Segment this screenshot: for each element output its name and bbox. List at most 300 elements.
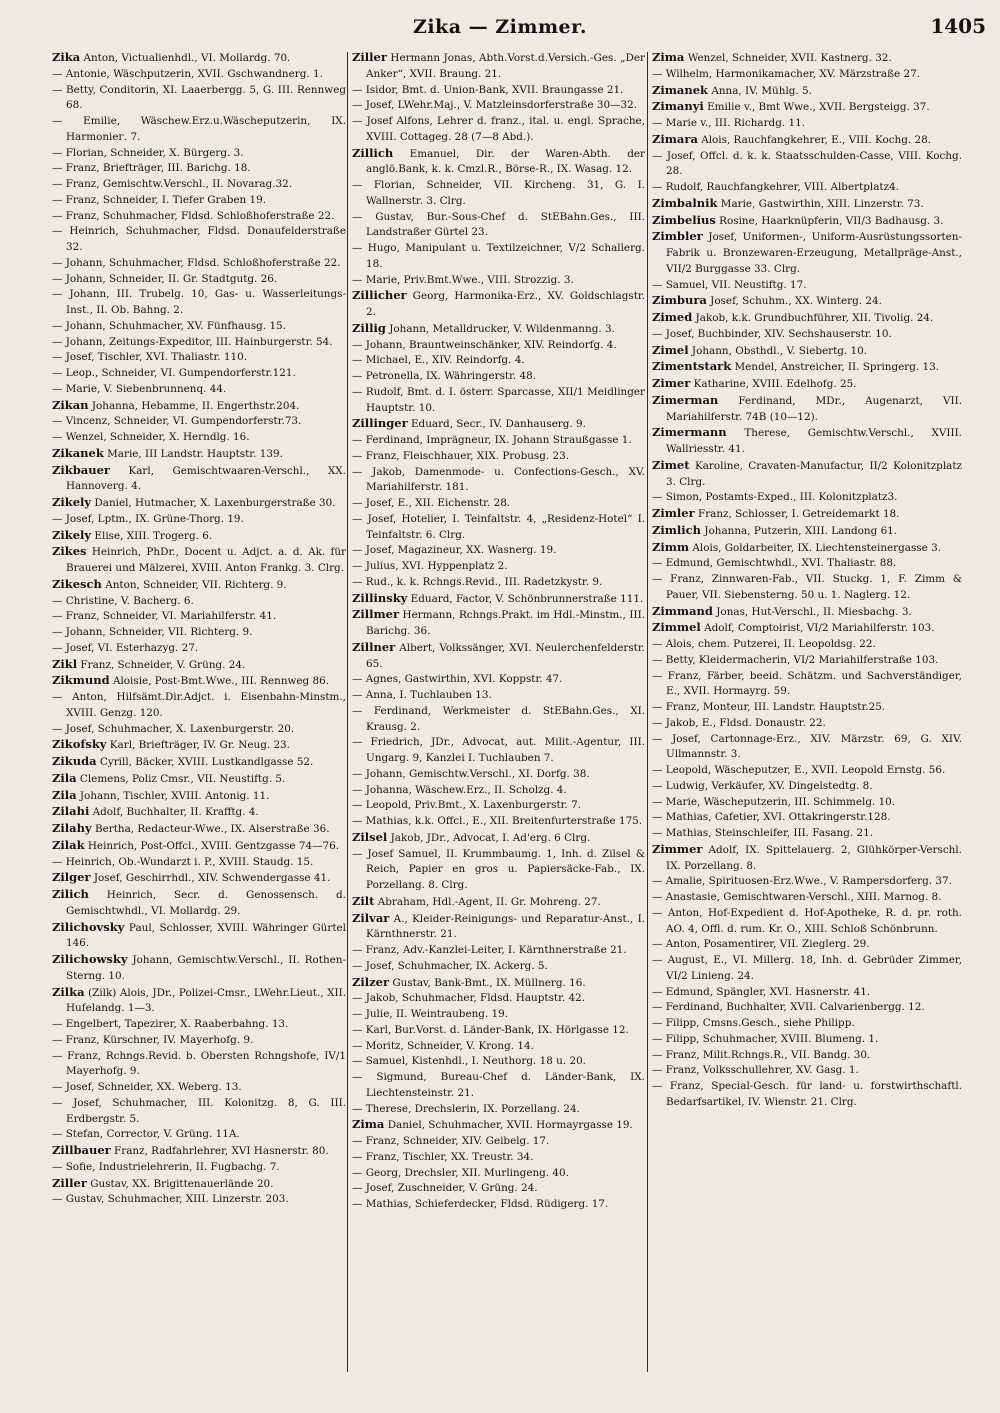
entry-details: — Franz, Tischler, XX. Treustr. 34. <box>352 1150 534 1163</box>
directory-entry <box>52 366 346 382</box>
entry-surname: Zila <box>52 787 77 802</box>
entry-surname: Zilahy <box>52 821 92 835</box>
entry-surname: Zilzer <box>352 974 390 989</box>
entry-details: — Rudolf, Rauchfangkehrer, VIII. Albertplatz4. <box>652 181 899 193</box>
directory-entry <box>652 523 962 540</box>
entry-surname: Zilsel <box>352 829 388 844</box>
directory-entry <box>352 672 645 688</box>
entry-details: — Ferdinand, Buchhalter, XVII. Calvarienbergg. 12. <box>652 1001 925 1014</box>
entry-details: Adolf, Comptoirist, VI/2 Mariahilferstr. 103. <box>700 622 935 635</box>
entry-details: — Franz, Fleischhauer, XIX. Probusg. 23. <box>352 449 570 462</box>
entry-details: Rosine, Haarknüpferin, VII/3 Badhausg. 3. <box>715 214 944 227</box>
entry-details: — Wenzel, Schneider, X. Herndlg. 16. <box>52 431 250 443</box>
directory-entry <box>652 116 962 132</box>
entry-details: — Franz, Briefträger, III. Barichg. 18. <box>52 162 251 175</box>
directory-column-3 <box>652 50 962 1410</box>
directory-entry <box>352 496 645 512</box>
directory-entry <box>652 83 962 100</box>
entry-details: — Vincenz, Schneider, VI. Gumpendorferstr.73. <box>52 415 302 428</box>
directory-entry <box>352 830 645 847</box>
directory-entry <box>352 798 645 814</box>
entry-details: Anton, Victualienhdl., VI. Mollardg. 70. <box>80 52 291 64</box>
entry-details: — Marie, V. Siebenbrunnenq. 44. <box>52 382 227 395</box>
entry-details: — Leop., Schneider, VI. Gumpendorferstr.121. <box>52 367 296 379</box>
directory-entry <box>352 783 645 799</box>
directory-entry <box>352 1181 645 1197</box>
directory-entry <box>352 178 645 210</box>
entry-surname: Zimermann <box>652 425 727 440</box>
directory-entry <box>52 335 346 351</box>
directory-entry <box>52 771 346 788</box>
directory-entry <box>52 1143 346 1160</box>
entry-details: Eduard, Factor, V. Schönbrunnerstraße 111. <box>407 592 644 605</box>
entry-details: Daniel, Schuhmacher, XVII. Hormayrgasse 19. <box>384 1119 633 1132</box>
entry-surname: Zimbler <box>652 229 703 244</box>
entry-details: — Anton, Hof-Expedient d. Hof-Apotheke, R. d. pr. roth. AO. 4, Offl. d. rum. Kr. O., XIII. Schloß Schönbrunn. <box>652 906 962 935</box>
entry-details: Paul, Schlosser, XVIII. Währinger Gürtel 146. <box>66 921 346 950</box>
directory-entry <box>652 732 962 764</box>
entry-details: — Franz, Schneider, VI. Mariahilferstr. 41. <box>52 610 277 623</box>
directory-entry <box>652 874 962 890</box>
entry-details: — Agnes, Gastwirthin, XVI. Koppstr. 47. <box>352 673 563 686</box>
directory-entry <box>52 641 346 657</box>
entry-surname: Zikofsky <box>52 737 107 752</box>
entry-details: Mendel, Anstreicher, II. Springerg. 13. <box>731 361 940 374</box>
entry-surname: Zimbura <box>652 293 707 308</box>
entry-details: — Friedrich, JDr., Advocat, aut. Milit.-Agentur, III. Ungarg. 9, Kanzlei I. Tuchlauben 7. <box>352 736 645 764</box>
entry-details: Hermann, Rchngs.Prakt. im Hdl.-Minstm., III. Barichg. 36. <box>366 609 645 637</box>
directory-entry <box>52 920 346 953</box>
entry-surname: Zillig <box>352 320 386 335</box>
entry-details: Franz, Radfahrlehrer, XVI Hasnerstr. 80. <box>110 1145 329 1157</box>
directory-entry <box>52 1192 346 1208</box>
entry-surname: Zillner <box>352 639 396 654</box>
entry-details: — Moritz, Schneider, V. Krong. 14. <box>352 1039 534 1052</box>
entry-details: Karoline, Cravaten-Manufactur, II/2 Kolonitzplatz 3. Clrg. <box>666 459 962 488</box>
directory-entry <box>52 673 346 690</box>
entry-details: — Johanna, Wäschew.Erz., II. Scholzg. 4. <box>352 783 567 796</box>
directory-entry <box>52 952 346 985</box>
directory-entry <box>652 763 962 779</box>
directory-entry <box>52 350 346 366</box>
entry-details: — Mathias, k.k. Offcl., E., XII. Breitenfurterstraße 175. <box>352 815 643 827</box>
entry-details: — Leopold, Priv.Bmt., X. Laxenburgerstr. 7. <box>352 799 582 812</box>
entry-details: — Hugo, Manipulant u. Textilzeichner, V/2 Schallerg. 18. <box>352 242 645 270</box>
directory-entry <box>352 943 645 959</box>
directory-entry <box>52 722 346 738</box>
directory-entry <box>652 953 962 985</box>
directory-entry <box>352 975 645 992</box>
entry-surname: Zilka <box>52 984 85 999</box>
directory-entry <box>352 559 645 575</box>
directory-entry <box>52 463 346 496</box>
entry-details: Alois, Rauchfangkehrer, E., VIII. Kochg. 28. <box>697 133 932 146</box>
entry-details: — Christine, V. Bacherg. 6. <box>52 594 194 607</box>
entry-details: — Franz, Milit.Rchngs.R., VII. Bandg. 30. <box>652 1048 871 1061</box>
directory-column-1 <box>52 50 346 1410</box>
entry-surname: Zimmer <box>652 841 703 856</box>
entry-details: — Samuel, Kistenhdl., I. Neuthorg. 18 u. 20. <box>352 1055 586 1068</box>
directory-entry <box>352 385 645 417</box>
entry-surname: Zilahi <box>52 804 90 819</box>
directory-entry <box>352 146 645 179</box>
directory-entry <box>652 572 962 604</box>
entry-details: — Simon, Postamts-Exped., III. Kolonitzplatz3. <box>652 491 898 504</box>
entry-details: — Josef, E., XII. Eichenstr. 28. <box>352 497 511 509</box>
entry-details: — Karl, Bur.Vorst. d. Länder-Bank, IX. Hörlgasse 12. <box>352 1023 629 1036</box>
entry-details: — Josef, VI. Esterhazyg. 27. <box>52 641 199 654</box>
directory-entry <box>352 1070 645 1102</box>
entry-surname: Zilt <box>352 893 375 908</box>
directory-entry <box>352 814 645 830</box>
directory-entry <box>52 657 346 674</box>
directory-entry <box>352 959 645 975</box>
entry-details: — Anastasie, Gemischtwaren-Verschl., XIII. Marnog. 8. <box>652 891 942 903</box>
directory-entry <box>652 99 962 116</box>
directory-entry <box>352 1102 645 1118</box>
directory-entry <box>352 288 645 321</box>
entry-surname: Zimara <box>652 131 698 146</box>
entry-details: — Gustav, Schuhmacher, XIII. Linzerstr. 203. <box>52 1193 289 1206</box>
directory-entry <box>652 842 962 875</box>
entry-details: Gustav, Bank-Bmt., IX. Müllnerg. 16. <box>389 976 586 989</box>
directory-entry <box>652 540 962 557</box>
entry-details: — Josef, Schuhmacher, III. Kolonitzg. 8, G. III. Erdbergstr. 5. <box>52 1096 346 1125</box>
entry-surname: Ziller <box>52 1175 87 1190</box>
entry-surname: Ziller <box>352 50 387 64</box>
directory-entry <box>52 737 346 754</box>
entry-details: — Julie, II. Weintraubeng. 19. <box>352 1008 509 1020</box>
directory-entry <box>652 490 962 506</box>
entry-details: Franz, Schneider, V. Grüng. 24. <box>77 658 246 671</box>
page-header <box>0 8 1000 48</box>
entry-details: Marie, III Landstr. Hauptstr. 139. <box>103 447 283 460</box>
entry-surname: Zimbalnik <box>652 195 718 210</box>
directory-entry <box>352 353 645 369</box>
directory-entry <box>52 870 346 887</box>
entry-details: — Anton, Hilfsämt.Dir.Adjct. i. Eisenbahn-Minstm., XVIII. Genzg. 120. <box>52 691 346 719</box>
entry-details: — Jakob, Schuhmacher, Fldsd. Hauptstr. 42. <box>352 992 586 1005</box>
entry-surname: Zilichowsky <box>52 952 128 966</box>
directory-entry <box>352 273 645 289</box>
directory-entry <box>652 826 962 842</box>
entry-details: — Josef Samuel, II. Krummbaumg. 1, Inh. d. Zilsel & Reich, Papier en gros u. Papiersäcke-Fab., IX. Porzellang. 8. Clrg. <box>352 847 645 891</box>
entry-details: Heinrich, PhDr., Docent u. Adjct. a. d. Ak. für Brauerei und Mälzerei, XVIII. Anton Frankg. 3. Clrg. <box>66 546 346 574</box>
directory-entry <box>352 512 645 544</box>
directory-entry <box>52 528 346 545</box>
directory-entry <box>652 278 962 294</box>
directory-entry <box>352 1150 645 1166</box>
entry-details: — Alois, chem. Putzerei, II. Leopoldsg. 22. <box>652 638 876 650</box>
directory-entry <box>52 287 346 319</box>
directory-entry <box>652 1016 962 1032</box>
entry-details: — Johann, Schneider, II. Gr. Stadtgutg. 26. <box>52 272 278 285</box>
entry-details: — Franz, Volksschullehrer, XV. Gasg. 1. <box>652 1064 859 1077</box>
entry-surname: Zimentstark <box>652 359 732 374</box>
directory-entry <box>52 788 346 805</box>
directory-entry <box>652 810 962 826</box>
directory-entry <box>52 577 346 594</box>
entry-details: — Betty, Conditorin, XI. Laaerbergg. 5, G. III. Rennweg 68. <box>52 83 346 112</box>
directory-entry <box>652 310 962 327</box>
entry-details: — Rudolf, Bmt. d. I. österr. Sparcasse, XII/1 Meidlinger Hauptstr. 10. <box>352 385 645 414</box>
entry-details: — Florian, Schneider, VII. Kircheng. 31, G. I. Wallnerstr. 3. Clrg. <box>352 179 645 207</box>
entry-surname: Zimler <box>652 506 695 520</box>
directory-entry <box>652 149 962 181</box>
entry-details: Georg, Harmonika-Erz., XV. Goldschlagstr. 2. <box>366 290 645 318</box>
directory-entry <box>652 906 962 938</box>
entry-details: — Anna, I. Tuchlauben 13. <box>352 689 492 701</box>
directory-entry <box>52 594 346 610</box>
entry-surname: Zillmer <box>352 607 400 622</box>
directory-entry <box>52 1127 346 1143</box>
entry-surname: Zilich <box>52 887 89 901</box>
directory-entry <box>352 688 645 704</box>
directory-entry <box>352 83 645 99</box>
entry-details: — Ferdinand, Werkmeister d. StEBahn.Ges., XI. Krausg. 2. <box>352 704 645 733</box>
directory-entry <box>52 821 346 838</box>
directory-entry <box>52 1049 346 1081</box>
directory-entry <box>652 1048 962 1064</box>
directory-entry <box>352 1039 645 1055</box>
entry-details: — Josef Alfons, Lehrer d. franz., ital. u. engl. Sprache, XVIII. Cottageg. 28 (7—8 Abd.). <box>352 115 645 143</box>
directory-entry <box>52 838 346 855</box>
directory-entry <box>352 416 645 433</box>
entry-surname: Zimanek <box>652 82 709 97</box>
directory-entry <box>652 604 962 621</box>
directory-entry <box>52 319 346 335</box>
entry-surname: Zikesch <box>52 576 102 591</box>
entry-details: — Sigmund, Bureau-Chef d. Länder-Bank, IX. Liechtensteinstr. 21. <box>352 1071 645 1099</box>
entry-surname: Zimer <box>652 376 691 390</box>
entry-details: — Josef, Zuschneider, V. Grüng. 24. <box>352 1182 538 1195</box>
directory-entry <box>652 425 962 458</box>
directory-entry <box>652 985 962 1001</box>
entry-details: — Johann, Gemischtw.Verschl., XI. Dorfg. 38. <box>352 767 590 780</box>
entry-details: — Josef, Hotelier, I. Teinfaltstr. 4, „Residenz-Hotel“ I. Teinfaltstr. 6. Clrg. <box>352 512 645 541</box>
entry-surname: Zimerman <box>652 392 719 407</box>
entry-details: — Michael, E., XIV. Reindorfg. 4. <box>352 354 525 367</box>
entry-details: — Therese, Drechslerin, IX. Porzellang. 24. <box>352 1102 580 1115</box>
entry-details: Marie, Gastwirthin, XIII. Linzerstr. 73. <box>717 197 924 210</box>
directory-entry <box>352 575 645 591</box>
directory-entry <box>652 669 962 701</box>
entry-details: — Josef, Tischler, XVI. Thaliastr. 110. <box>52 351 248 364</box>
directory-entry <box>652 653 962 669</box>
entry-details: Abraham, Hdl.-Agent, II. Gr. Mohreng. 27. <box>374 895 601 908</box>
entry-surname: Zila <box>52 770 77 785</box>
entry-surname: Zillbauer <box>52 1143 111 1157</box>
directory-entry <box>652 1000 962 1016</box>
directory-entry <box>352 449 645 465</box>
entry-surname: Zilvar <box>352 910 390 925</box>
entry-details: — Jakob, E., Fldsd. Donaustr. 22. <box>652 716 826 729</box>
directory-entry <box>652 637 962 653</box>
directory-entry <box>652 196 962 213</box>
directory-entry <box>652 67 962 83</box>
directory-entry <box>52 855 346 871</box>
entry-details: Johann, Obsthdl., V. Siebertg. 10. <box>688 344 868 357</box>
column-divider <box>647 52 648 1372</box>
directory-entry <box>652 1063 962 1079</box>
entry-details: Albert, Volkssänger, XVI. Neulerchenfelderstr. 65. <box>366 641 645 670</box>
entry-details: — Isidor, Bmt. d. Union-Bank, XVII. Braungasse 21. <box>352 83 624 96</box>
entry-details: — Heinrich, Schuhmacher, Fldsd. Donaufelderstraße 32. <box>52 225 346 253</box>
entry-surname: Zima <box>352 1117 385 1132</box>
entry-details: — Stefan, Corrector, V. Grüng. 11A. <box>52 1128 240 1141</box>
entry-details: Johanna, Hebamme, II. Engerthstr.204. <box>88 399 300 412</box>
entry-surname: Zimlich <box>652 522 702 537</box>
directory-entry <box>652 506 962 523</box>
entry-details: — Florian, Schneider, X. Bürgerg. 3. <box>52 146 244 159</box>
entry-details: Clemens, Poliz Cmsr., VII. Neustiftg. 5. <box>76 772 286 785</box>
directory-entry <box>52 398 346 415</box>
entry-details: Karl, Gemischtwaaren-Verschl., XX. Hannoverg. 4. <box>66 464 346 493</box>
entry-details: — Mathias, Schieferdecker, Fldsd. Rüdigerg. 17. <box>352 1198 609 1210</box>
directory-entry <box>52 544 346 577</box>
entry-details: Johann, Tischler, XVIII. Antonig. 11. <box>76 789 270 802</box>
directory-entry <box>352 369 645 385</box>
entry-details: Franz, Schlosser, I. Getreidemarkt 18. <box>694 508 900 520</box>
directory-entry <box>52 609 346 625</box>
entry-details: — Mathias, Steinschleifer, III. Fasang. 21. <box>652 827 873 839</box>
entry-details: Anton, Schneider, VII. Richterg. 9. <box>101 578 287 591</box>
directory-entry <box>352 1166 645 1182</box>
entry-details: — Josef, Schneider, XX. Weberg. 13. <box>52 1081 242 1093</box>
entry-details: — Josef, Magazineur, XX. Wasnerg. 19. <box>352 544 557 557</box>
entry-surname: Zimbelius <box>652 212 716 227</box>
directory-entry <box>52 985 346 1018</box>
entry-details: — Johann, Schuhmacher, XV. Fünfhausg. 15. <box>52 319 286 332</box>
entry-details: — Johann, Zeitungs-Expeditor, III. Hainburgerstr. 54. <box>52 335 333 348</box>
entry-surname: Zikely <box>52 527 92 542</box>
entry-details: — Gustav, Bur.-Sous-Chef d. StEBahn.Ges., III. Landstraßer Gürtel 23. <box>352 210 645 239</box>
entry-details: — Franz, Kürschner, IV. Mayerhofg. 9. <box>52 1033 254 1046</box>
directory-entry <box>52 224 346 256</box>
directory-entry <box>352 241 645 273</box>
directory-entry <box>352 911 645 944</box>
entry-details: — Wilhelm, Harmonikamacher, XV. Märzstraße 27. <box>652 67 920 80</box>
directory-entry <box>652 343 962 360</box>
directory-entry <box>52 209 346 225</box>
entry-surname: Zikely <box>52 495 92 509</box>
entry-details: Gustav, XX. Brigittenauerlände 20. <box>86 1177 274 1190</box>
directory-entry <box>652 779 962 795</box>
entry-surname: Zikes <box>52 544 87 559</box>
entry-details: — Franz, Zinnwaren-Fab., VII. Stuckg. 1, F. Zimm & Pauer, VII. Siebensterng. 50 u. 1. Naglerg. 12. <box>652 573 962 601</box>
page-number: 1405 <box>930 14 986 38</box>
entry-surname: Zillich <box>352 145 394 160</box>
entry-surname: Zimel <box>652 342 689 357</box>
directory-entry <box>52 804 346 821</box>
entry-details: — Petronella, IX. Währingerstr. 48. <box>352 370 537 382</box>
directory-entry <box>52 114 346 146</box>
entry-details: — Franz, Färber, beeid. Schätzm. und Sachverständiger, E., XVII. Hormayrg. 59. <box>652 669 962 698</box>
entry-surname: Zimanyi <box>652 99 704 114</box>
directory-entry <box>352 847 645 894</box>
column-divider <box>347 52 348 1372</box>
directory-entry <box>52 193 346 209</box>
entry-details: (Zilk) Alois, JDr., Polizei-Cmsr., LWehr.Lieut., XII. Hufelandg. 1—3. <box>66 986 346 1015</box>
directory-entry <box>52 146 346 162</box>
entry-details: — Franz, Special-Gesch. für land- u. forstwirthschaftl. Bedarfsartikel, IV. Wienstr. 21. Clrg. <box>652 1080 962 1108</box>
directory-entry <box>52 83 346 115</box>
directory-entry <box>52 1033 346 1049</box>
entry-details: — August, E., VI. Millerg. 18, Inh. d. Gebrüder Zimmer, VI/2 Linieng. 24. <box>652 954 962 982</box>
entry-details: — Josef, LWehr.Maj., V. Matzleinsdorferstraße 30—32. <box>352 99 638 112</box>
entry-details: Heinrich, Post-Offcl., XVIII. Gentzgasse 74—76. <box>84 839 340 852</box>
directory-entry <box>52 754 346 771</box>
entry-surname: Zikmund <box>52 673 110 688</box>
entry-details: Alois, Goldarbeiter, IX. Liechtensteinergasse 3. <box>689 541 942 554</box>
entry-details: — Josef, Buchbinder, XIV. Sechshauserstr. 10. <box>652 327 892 340</box>
entry-surname: Zikbauer <box>52 462 110 477</box>
directory-entry <box>352 991 645 1007</box>
entry-details: — Josef, Cartonnage-Erz., XIV. Märzstr. 69, G. XIV. Ullmannstr. 3. <box>652 732 962 761</box>
directory-entry <box>352 465 645 497</box>
entry-details: Cyrill, Bäcker, XVIII. Lustkandlgasse 52. <box>96 756 314 768</box>
directory-entry <box>652 180 962 196</box>
entry-details: Wenzel, Schneider, XVII. Kastnerg. 32. <box>684 52 892 64</box>
directory-entry <box>652 50 962 67</box>
entry-details: — Antonie, Wäschputzerin, XVII. Gschwandnerg. 1. <box>52 67 323 80</box>
entry-details: — Edmund, Gemischtwhdl., XVI. Thaliastr. 88. <box>652 557 897 570</box>
directory-entry <box>652 327 962 343</box>
entry-surname: Zilger <box>52 870 91 885</box>
directory-entry <box>52 256 346 272</box>
entry-details: Johann, Metalldrucker, V. Wildenmanng. 3. <box>385 322 615 335</box>
entry-details: — Josef, Schuhmacher, X. Laxenburgerstr. 20. <box>52 722 295 735</box>
directory-entry <box>52 272 346 288</box>
directory-entry <box>52 161 346 177</box>
entry-details: — Julius, XVI. Hyppenplatz 2. <box>352 560 508 572</box>
entry-details: — Franz, Adv.-Kanzlei-Leiter, I. Kärnthnerstraße 21. <box>352 944 627 956</box>
entry-details: — Franz, Schneider, XIV. Geibelg. 17. <box>352 1135 550 1147</box>
entry-details: Josef, Uniformen-, Uniform-Ausrüstungssorten-Fabrik u. Bronzewaren-Erzeugung, Metallpräge-Anst., VII/2 Burggasse 33. Clrg. <box>666 231 962 275</box>
directory-entry <box>352 98 645 114</box>
directory-entry <box>352 1197 645 1213</box>
entry-surname: Zillinsky <box>352 590 408 605</box>
entry-details: — Rud., k. k. Rchngs.Revid., III. Radetzkystr. 9. <box>352 575 603 588</box>
directory-entry <box>352 1117 645 1134</box>
directory-entry <box>52 1080 346 1096</box>
entry-details: — Emilie, Wäschew.Erz.u.Wäscheputzerin, IX. Harmoniег. 7. <box>52 115 346 143</box>
directory-entry <box>352 114 645 146</box>
entry-surname: Zimmand <box>652 603 713 618</box>
directory-entry <box>352 543 645 559</box>
entry-details: — Filipp, Cmsns.Gesch., siehe Philipp. <box>652 1017 855 1029</box>
entry-details: Jakob, k.k. Grundbuchführer, XII. Tivolig. 24. <box>692 312 934 324</box>
entry-details: Emanuel, Dir. der Waren-Abth. der anglö.Bank, k. k. Cmzl.R., Börse-R., IX. Wasag. 12. <box>366 147 645 176</box>
entry-details: Hermann Jonas, Abth.Vorst.d.Versich.-Ges. „Der Anker“, XVII. Braung. 21. <box>366 52 645 80</box>
entry-details: — Josef, Lptm., IX. Grüne-Thorg. 19. <box>52 512 244 525</box>
entry-details: Johanna, Putzerin, XIII. Landong 61. <box>701 524 898 537</box>
directory-entry <box>352 894 645 911</box>
entry-details: — Franz, Monteur, III. Landstr. Hauptstr.25. <box>652 701 886 713</box>
entry-surname: Zilak <box>52 837 85 852</box>
entry-surname: Zikl <box>52 656 78 671</box>
directory-entry <box>652 213 962 230</box>
directory-entry <box>652 458 962 491</box>
directory-entry <box>652 293 962 310</box>
directory-entry <box>652 1032 962 1048</box>
entry-details: Josef, Schuhm., XX. Winterg. 24. <box>706 295 882 308</box>
entry-surname: Zimet <box>652 457 690 472</box>
entry-details: — Georg, Drechsler, XII. Murlingeng. 40. <box>352 1166 569 1179</box>
directory-entry <box>652 1079 962 1111</box>
directory-entry <box>52 1176 346 1193</box>
entry-surname: Zimmel <box>652 620 701 635</box>
